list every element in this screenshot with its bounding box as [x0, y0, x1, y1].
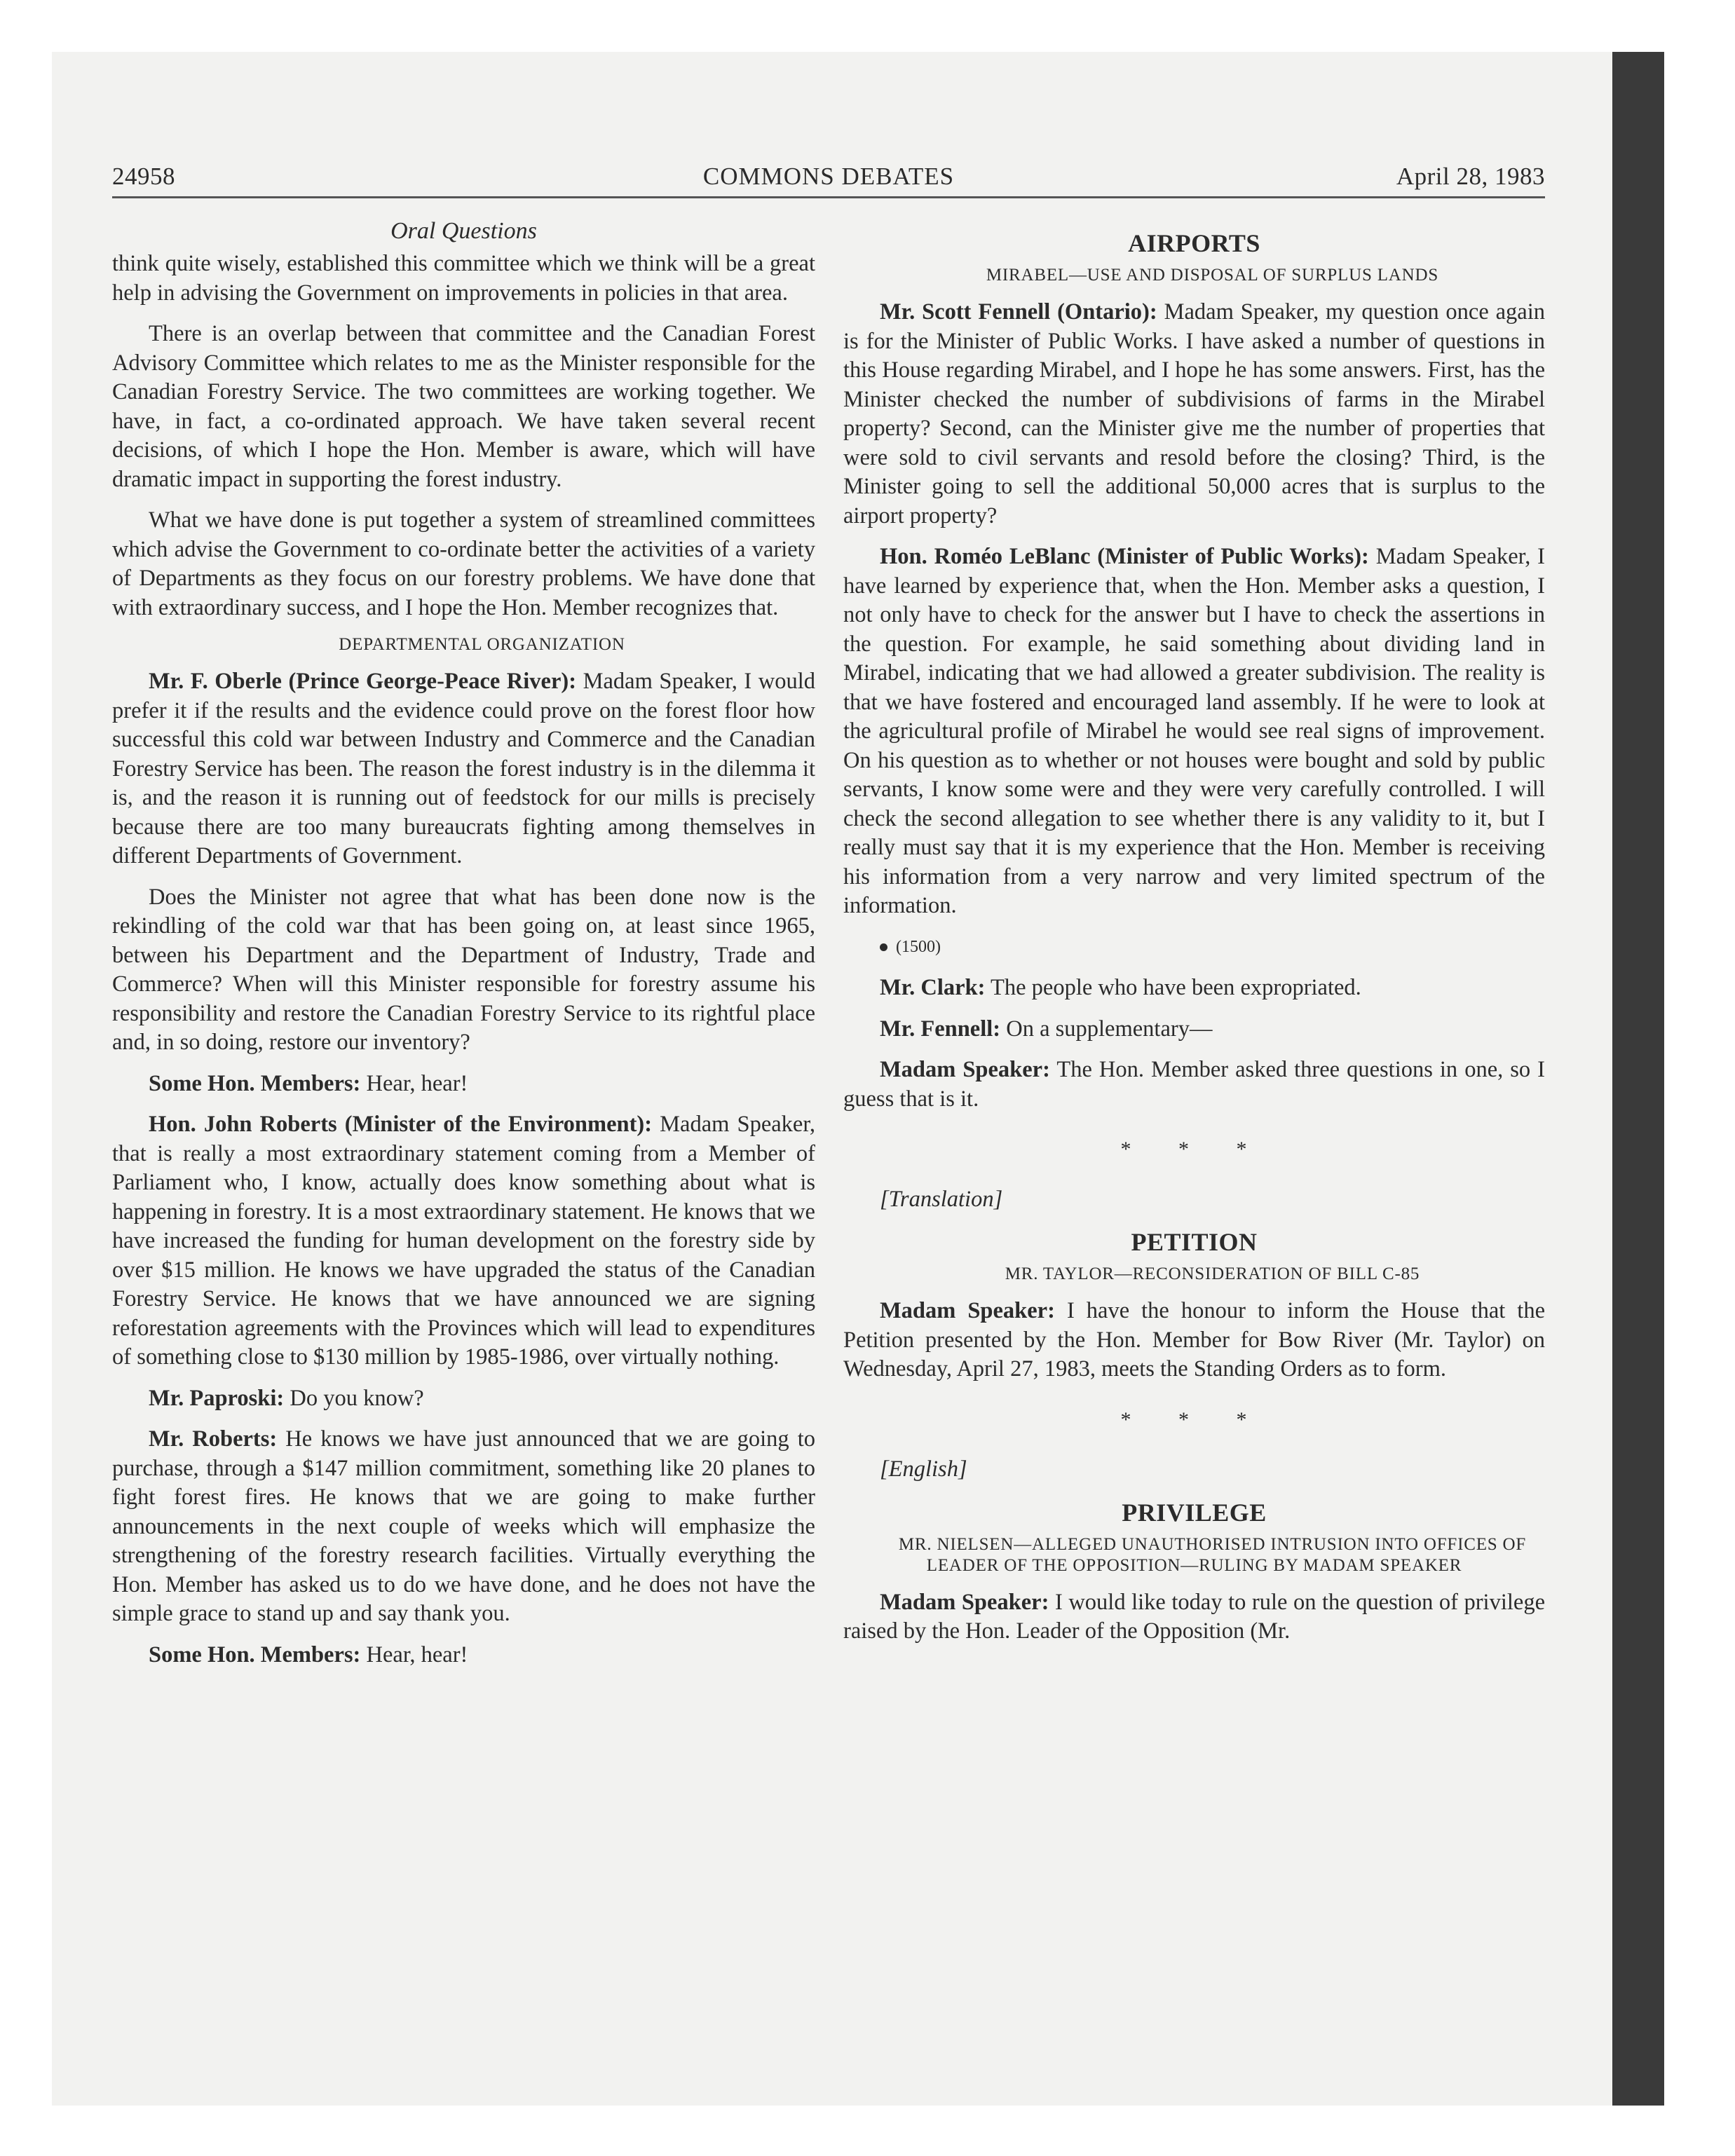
speaker-name: Madam Speaker:: [880, 1589, 1049, 1615]
speech-text: I would like today to rule on the question of privilege raised by the Hon. Leader of the Opposition (Mr.: [843, 1589, 1545, 1644]
bullet-icon: [880, 943, 887, 951]
speech-paragraph: [843, 1297, 1545, 1384]
right-column: [843, 217, 1545, 1658]
speaker-name: Hon. John Roberts (Minister of the Environment):: [149, 1112, 653, 1137]
speech-text: I have the honour to inform the House that the Petition presented by the Hon. Member for Bow River (Mr. Taylor) on Wednesday, April 27, 1983, meets the Standing Orders as to form.: [843, 1298, 1545, 1381]
speaker-name: Madam Speaker:: [880, 1298, 1055, 1323]
speech-paragraph: [112, 1110, 815, 1372]
speech-text: Do you know?: [284, 1385, 424, 1411]
language-marker: [Translation]: [880, 1186, 1003, 1212]
speech-paragraph: [843, 1015, 1545, 1044]
speech-paragraph: [112, 1070, 815, 1099]
speech-paragraph: [843, 1588, 1545, 1646]
speech-text: Hear, hear!: [360, 1070, 468, 1096]
time-text: (1500): [896, 937, 941, 956]
speech-text: Madam Speaker, that is really a most extraordinary statement coming from a Member of Parliament who, I know, actually does know something about what is happening in forestry. It is a most extraordinary statement. He knows that we have increased the funding for human development on the forestry side by over $15 million. He knows we have upgraded the status of the Canadian Forestry Service. He knows that we have announced we are signing reforestation agreements with the Provinces which will lead to expenditures of something close to $130 million by 1985-1986, over virtually nothing.: [112, 1112, 815, 1370]
speaker-name: Hon. Roméo LeBlanc (Minister of Public Works):: [880, 544, 1369, 569]
speech-text: He knows we have just announced that we are going to purchase, through a $147 million commitment, something like 20 planes to fight forest fires. He knows that we are going to make further announcements in the next couple of weeks which will emphasize the strengthening of the forestry research facilities. Virtually everything the Hon. Member has asked us to do we have done, and he does not have the simple grace to stand up and say thank you.: [112, 1426, 815, 1626]
speech-text: On a supplementary—: [1000, 1016, 1213, 1042]
speech-paragraph: [843, 974, 1545, 1003]
paragraph: think quite wisely, established this committee which we think will be a great help in advising the Government on improvements in policies in that area.: [112, 251, 815, 306]
language-marker: [English]: [880, 1456, 967, 1482]
paragraph: What we have done is put together a system of streamlined committees which advise the Government to co-ordinate better the activities of a variety of Departments as they focus on our forestry problems. We have done that with extraordinary success, and I hope the Hon. Member recognizes that.: [112, 507, 815, 620]
speaker-name: Some Hon. Members:: [149, 1070, 361, 1096]
speaker-name: Mr. Scott Fennell (Ontario):: [880, 299, 1157, 325]
speech-text: Madam Speaker, I would prefer it if the results and the evidence could prove on the forest floor how successful this cold war between Industry and Commerce and the Canadian Forestry Service has been. The reason the forest industry is in the dilemma it is, and the reason it is running out of feedstock for our mills is precisely because there are too many bureaucrats fighting among themselves in different Departments of Government.: [112, 669, 815, 868]
section-heading: PETITION: [1131, 1228, 1258, 1256]
binding-edge: [1612, 52, 1664, 2106]
section-subheading: MR. TAYLOR—RECONSIDERATION OF BILL C-85: [1005, 1264, 1420, 1283]
speech-paragraph: [843, 1056, 1545, 1114]
issue-date: April 28, 1983: [1396, 163, 1545, 190]
paragraph: Does the Minister not agree that what has been done now is the rekindling of the cold war that has been going on, at least since 1965, between his Department and the Department of Industry, Trade and Commerce? When will this Minister responsible for forestry assume his responsibility and restore the Canadian Forestry Service to its rightful place and, in so doing, restore our inventory?: [112, 884, 815, 1055]
speaker-name: Mr. F. Oberle (Prince George-Peace River):: [149, 669, 577, 694]
speech-paragraph: [843, 543, 1545, 921]
section-subheading: DEPARTMENTAL ORGANIZATION: [339, 635, 625, 654]
speech-text: Madam Speaker, my question once again is for the Minister of Public Works. I have asked a number of questions in this House regarding Mirabel, and I hope he has some answers. First, has the Minister checked the number of subdivisions of farms in the Mirabel property? Second, can the Minister give me the number of properties that were sold to civil servants and resold before the closing? Third, is the Minister going to sell the additional 50,000 acres that is surplus to the airport property?: [843, 299, 1545, 528]
speaker-name: Mr. Clark:: [880, 975, 986, 1000]
section-separator: * * *: [1120, 1138, 1268, 1161]
section-subheading: MR. NIELSEN—ALLEGED UNAUTHORISED INTRUSION INTO OFFICES OF LEADER OF THE OPPOSITION—RULING BY MADAM SPEAKER: [898, 1534, 1527, 1575]
speech-paragraph: [112, 1384, 815, 1414]
speaker-name: Madam Speaker:: [880, 1057, 1050, 1082]
speaker-name: Mr. Fennell:: [880, 1016, 1001, 1042]
section-heading: PRIVILEGE: [1122, 1498, 1267, 1527]
time-marker: [843, 933, 1545, 962]
section-subheading: MIRABEL—USE AND DISPOSAL OF SURPLUS LANDS: [986, 266, 1439, 285]
paragraph: There is an overlap between that committee and the Canadian Forest Advisory Committee which relates to me as the Minister responsible for the Canadian Forestry Service. The two committees are working together. We have, in fact, a co-ordinated approach. We have taken several recent decisions, of which I hope the Hon. Member is aware, which will have dramatic impact in supporting the forest industry.: [112, 321, 815, 492]
running-head: Oral Questions: [390, 218, 537, 244]
page-header: [112, 161, 1545, 198]
section-separator: * * *: [1120, 1407, 1268, 1431]
speech-paragraph: [112, 1641, 815, 1670]
left-column: [112, 217, 815, 1681]
publication-title: COMMONS DEBATES: [702, 163, 955, 190]
page-number: 24958: [112, 163, 175, 190]
speaker-name: Mr. Paproski:: [149, 1385, 285, 1411]
speech-text: The people who have been expropriated.: [985, 975, 1361, 1000]
speech-paragraph: [112, 1425, 815, 1629]
section-heading: AIRPORTS: [1128, 229, 1260, 257]
speech-text: The Hon. Member asked three questions in one, so I guess that is it.: [843, 1057, 1545, 1112]
speaker-name: Mr. Roberts:: [149, 1426, 278, 1452]
speech-paragraph: [843, 298, 1545, 531]
speaker-name: Some Hon. Members:: [149, 1642, 361, 1667]
speech-paragraph: [112, 667, 815, 871]
speech-text: Madam Speaker, I have learned by experience that, when the Hon. Member asks a question, I not only have to check for the answer but I have to check the assertions in the question. For example, he said something about dividing land in Mirabel, indicating that we had allowed a greater subdivision. The reality is that we have fostered and encouraged land assembly. If he were to look at the agricultural profile of Mirabel he would see real signs of improvement. On his question as to whether or not houses were bought and sold by public servants, I know some were and they were very carefully controlled. I will check the second allegation to see whether there is any validity to it, but I really must say that it is my experience that the Hon. Member is receiving his information from a very narrow and very limited spectrum of the information.: [843, 544, 1545, 918]
speech-text: Hear, hear!: [360, 1642, 468, 1667]
